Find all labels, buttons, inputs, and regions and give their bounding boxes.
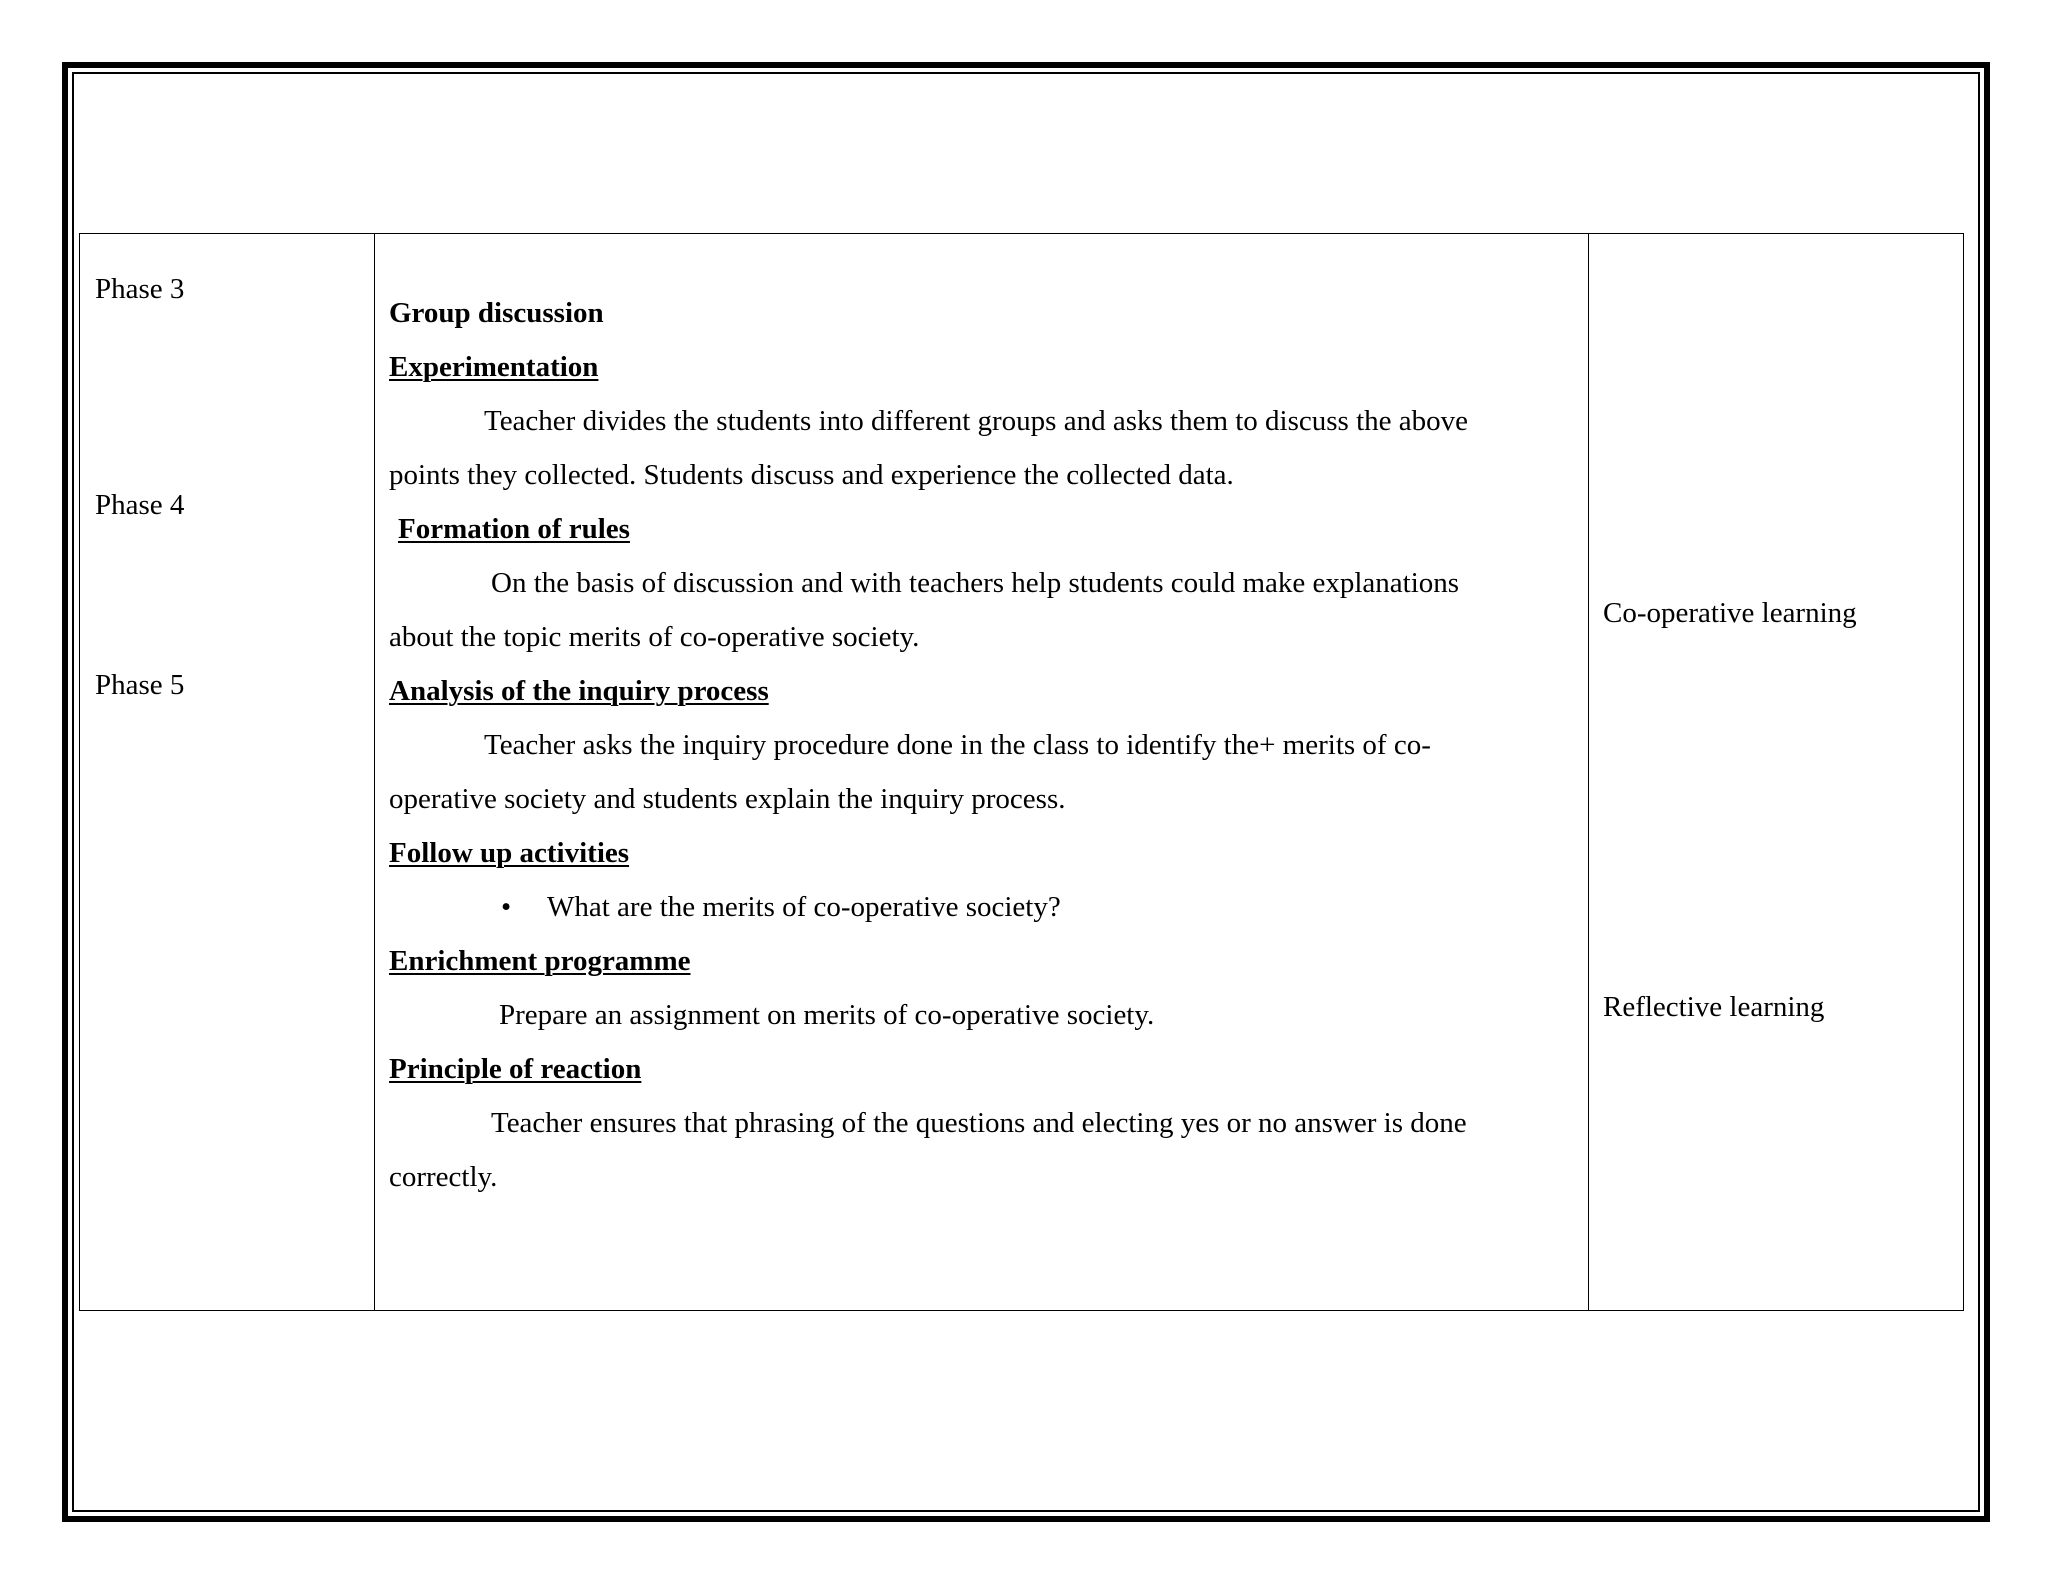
experimentation-heading: Experimentation — [389, 351, 599, 383]
follow-up-item-text: What are the merits of co-operative society? — [547, 891, 1061, 923]
strategy-reflective-learning: Reflective learning — [1603, 991, 1825, 1023]
list-item — [389, 880, 1569, 934]
column-divider-phase — [374, 234, 375, 1310]
phase-5-label: Phase 5 — [95, 669, 185, 701]
experimentation-text-line-2: points they collected. Students discuss and experience the collected data. — [389, 459, 1234, 491]
analysis-heading: Analysis of the inquiry process — [389, 675, 769, 707]
principle-of-reaction-text-line-1: Teacher ensures that phrasing of the questions and electing yes or no answer is done — [491, 1107, 1467, 1139]
phase-3-label: Phase 3 — [95, 273, 185, 305]
group-discussion-heading: Group discussion — [389, 297, 604, 329]
formation-of-rules-text-line-1: On the basis of discussion and with teachers help students could make explanations — [491, 567, 1460, 599]
lesson-content — [389, 286, 1569, 1204]
principle-of-reaction-heading: Principle of reaction — [389, 1053, 642, 1085]
formation-of-rules-text-line-2: about the topic merits of co-operative society. — [389, 621, 920, 653]
column-divider-strategy — [1588, 234, 1589, 1310]
formation-of-rules-heading: Formation of rules — [398, 513, 630, 545]
principle-of-reaction-text-line-2: correctly. — [389, 1161, 498, 1193]
enrichment-text-line-1: Prepare an assignment on merits of co-operative society. — [499, 999, 1155, 1031]
lesson-plan-table — [79, 233, 1964, 1311]
phase-4-label: Phase 4 — [95, 489, 185, 521]
analysis-text-line-2: operative society and students explain the inquiry process. — [389, 783, 1066, 815]
bullet-icon: • — [501, 891, 512, 923]
follow-up-heading: Follow up activities — [389, 837, 630, 869]
strategy-cooperative-learning: Co-operative learning — [1603, 597, 1857, 629]
enrichment-heading: Enrichment programme — [389, 945, 691, 977]
analysis-text-line-1: Teacher asks the inquiry procedure done in the class to identify the+ merits of co- — [484, 729, 1431, 761]
experimentation-text-line-1: Teacher divides the students into different groups and asks them to discuss the above — [484, 405, 1469, 437]
